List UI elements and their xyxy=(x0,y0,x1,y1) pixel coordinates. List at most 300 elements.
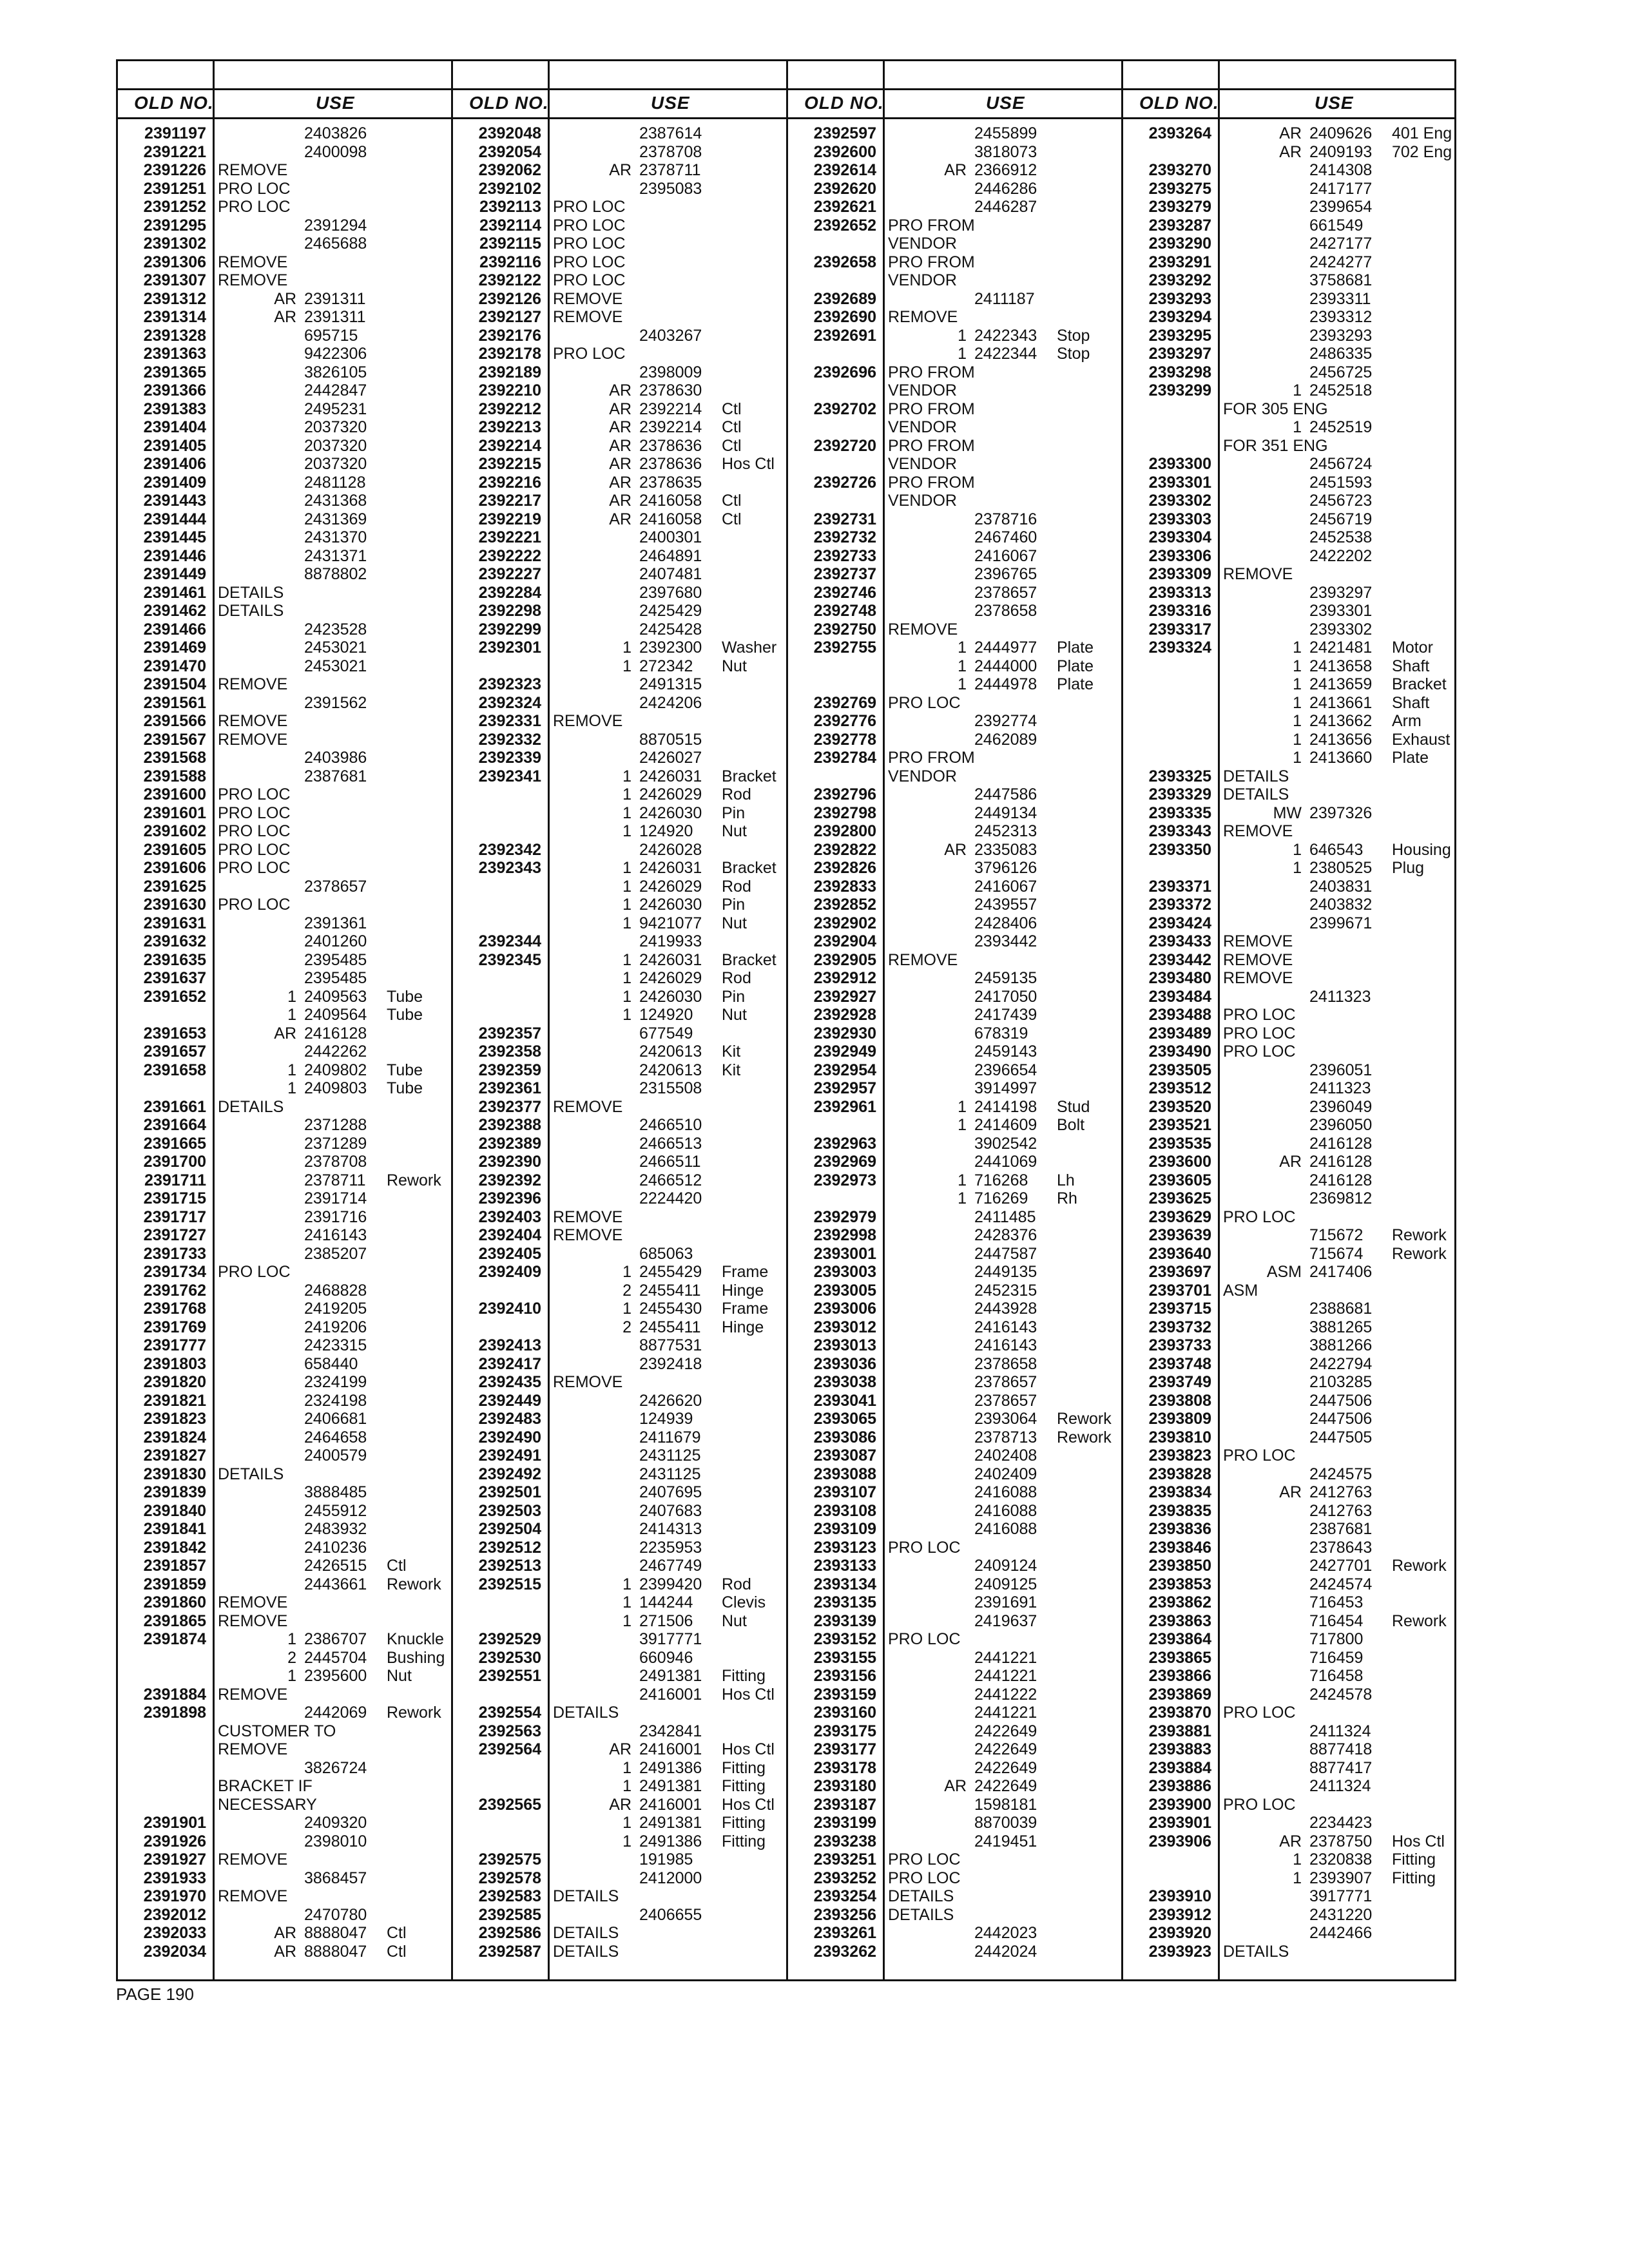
remark: REMOVE xyxy=(553,1097,623,1116)
use-number: 2412763 xyxy=(1309,1501,1373,1520)
table-row xyxy=(1121,785,1456,804)
old-number: 2391777 xyxy=(143,1336,206,1354)
old-number: 2392963 xyxy=(813,1134,876,1153)
table-row xyxy=(1121,1520,1456,1539)
use-number: 2424277 xyxy=(1309,253,1373,271)
old-number: 2393324 xyxy=(1148,639,1211,657)
old-number: 2391711 xyxy=(144,1171,206,1189)
divider-old-use-1 xyxy=(213,61,215,1981)
old-number: 2392323 xyxy=(478,675,541,693)
use-number: 2422649 xyxy=(974,1758,1037,1777)
table-row xyxy=(116,1024,451,1043)
use-number: 2423528 xyxy=(304,620,367,639)
use-number: 2392418 xyxy=(639,1354,702,1373)
use-number: 2402409 xyxy=(974,1465,1037,1483)
use-number: 2391562 xyxy=(304,693,367,712)
remark: REMOVE xyxy=(1223,969,1293,987)
old-number: 2393850 xyxy=(1148,1557,1211,1575)
old-number: 2391664 xyxy=(143,1116,206,1134)
old-number: 2392284 xyxy=(478,583,541,602)
table-row xyxy=(1121,1483,1456,1502)
table-row xyxy=(1121,1850,1456,1869)
quantity: AR xyxy=(609,510,631,528)
table-row xyxy=(786,1116,1121,1135)
use-number: 2395083 xyxy=(639,179,702,198)
table-row xyxy=(451,1649,786,1667)
quantity: 1 xyxy=(1293,675,1302,693)
old-number: 2392332 xyxy=(478,730,541,749)
table-row xyxy=(116,602,451,620)
table-row xyxy=(451,1850,786,1869)
table-row xyxy=(786,804,1121,823)
use-number: 2410236 xyxy=(304,1538,367,1557)
old-number: 2391251 xyxy=(143,179,206,198)
table-row xyxy=(451,161,786,180)
table-row xyxy=(786,1043,1121,1061)
table-row xyxy=(1121,657,1456,676)
old-number: 2393156 xyxy=(813,1667,876,1685)
quantity: AR xyxy=(1279,1483,1302,1501)
use-number: 658440 xyxy=(304,1354,358,1373)
remark: REMOVE xyxy=(553,1226,623,1244)
old-number: 2392720 xyxy=(813,436,876,455)
use-number: 716269 xyxy=(974,1189,1028,1207)
old-number: 2392413 xyxy=(478,1336,541,1354)
description: Hos Ctl xyxy=(722,455,775,473)
table-row xyxy=(451,859,786,878)
table-row xyxy=(1121,474,1456,492)
table-row xyxy=(451,1740,786,1759)
old-number: 2392343 xyxy=(478,859,541,877)
table-row xyxy=(116,327,451,345)
use-number: 2452313 xyxy=(974,822,1037,840)
old-number: 2393488 xyxy=(1148,1006,1211,1024)
use-number: 2424206 xyxy=(639,693,702,712)
table-row xyxy=(451,1557,786,1575)
old-number: 2391302 xyxy=(143,235,206,253)
use-number: 2422202 xyxy=(1309,546,1373,565)
old-number: 2391661 xyxy=(143,1097,206,1116)
table-row xyxy=(1121,1575,1456,1594)
old-number: 2391446 xyxy=(143,546,206,565)
table-row xyxy=(451,896,786,914)
table-row xyxy=(451,1832,786,1851)
use-number: 2426029 xyxy=(639,877,702,896)
old-number: 2391606 xyxy=(143,859,206,877)
use-number: 2428376 xyxy=(974,1226,1037,1244)
table-row xyxy=(451,1887,786,1906)
old-number: 2391840 xyxy=(143,1501,206,1520)
table-row xyxy=(451,455,786,474)
remark: PRO LOC xyxy=(218,822,291,840)
table-row xyxy=(1121,124,1456,143)
description: Ctl xyxy=(722,510,742,528)
old-number: 2391630 xyxy=(143,896,206,914)
table-row xyxy=(116,694,451,713)
old-number: 2393264 xyxy=(1148,124,1211,142)
use-number: 2409802 xyxy=(304,1061,367,1079)
table-row xyxy=(451,1079,786,1098)
use-number: 3881265 xyxy=(1309,1318,1373,1336)
use-number: 2495231 xyxy=(304,399,367,418)
header-use: USE xyxy=(651,93,690,113)
quantity: 1 xyxy=(1293,693,1302,712)
table-row xyxy=(116,932,451,951)
use-number: 3902542 xyxy=(974,1134,1037,1153)
use-number: 2420613 xyxy=(639,1043,702,1061)
use-number: 2396049 xyxy=(1309,1097,1373,1116)
description: Fitting xyxy=(722,1832,766,1850)
use-number: 2423315 xyxy=(304,1336,367,1354)
use-number: 2403832 xyxy=(1309,896,1373,914)
old-number: 2392435 xyxy=(478,1373,541,1391)
old-number: 2393521 xyxy=(1148,1116,1211,1134)
quantity: 1 xyxy=(622,767,631,785)
quantity: 1 xyxy=(287,1006,296,1024)
old-number: 2392491 xyxy=(478,1446,541,1465)
table-row xyxy=(451,1226,786,1245)
table-row xyxy=(116,675,451,694)
table-row xyxy=(451,253,786,272)
old-number: 2392227 xyxy=(478,565,541,583)
table-row xyxy=(786,1924,1121,1943)
description: Frame xyxy=(722,1263,769,1281)
quantity: 1 xyxy=(622,1263,631,1281)
table-row xyxy=(1121,271,1456,290)
header-old-no: OLD NO. xyxy=(1139,93,1219,113)
use-number: 3758681 xyxy=(1309,271,1373,289)
old-number: 2392417 xyxy=(478,1354,541,1373)
use-number: 716268 xyxy=(974,1171,1028,1189)
use-number: 716458 xyxy=(1309,1667,1364,1685)
old-number: 2393006 xyxy=(813,1300,876,1318)
quantity: 1 xyxy=(287,1667,296,1685)
table-row xyxy=(786,1887,1121,1906)
table-row xyxy=(786,235,1121,253)
table-row xyxy=(116,804,451,823)
old-number: 2393123 xyxy=(813,1538,876,1557)
quantity: 1 xyxy=(1293,1869,1302,1887)
old-number: 2392222 xyxy=(478,546,541,565)
old-number: 2393304 xyxy=(1148,528,1211,546)
table-row xyxy=(116,896,451,914)
old-number: 2392769 xyxy=(813,693,876,712)
use-number: 3868457 xyxy=(304,1869,367,1887)
old-number: 2393087 xyxy=(813,1446,876,1465)
use-number: 2395485 xyxy=(304,950,367,969)
use-number: 2396050 xyxy=(1309,1116,1373,1134)
quantity: 2 xyxy=(622,1318,631,1336)
table-row xyxy=(116,1777,451,1796)
remark: VENDOR xyxy=(888,455,957,473)
table-row xyxy=(116,528,451,547)
table-row xyxy=(1121,1446,1456,1465)
header-old-no: OLD NO. xyxy=(469,93,549,113)
quantity: 1 xyxy=(958,345,967,363)
remark: PRO LOC xyxy=(888,1630,961,1648)
use-number: 2426030 xyxy=(639,803,702,822)
table-row xyxy=(1121,1135,1456,1153)
table-row xyxy=(116,1869,451,1888)
remark: PRO LOC xyxy=(553,253,626,271)
table-row xyxy=(1121,1869,1456,1888)
old-number: 2392213 xyxy=(478,418,541,436)
use-number: 3818073 xyxy=(974,142,1037,161)
table-row xyxy=(1121,1887,1456,1906)
remark: DETAILS xyxy=(553,1887,619,1905)
use-number: 2431368 xyxy=(304,492,367,510)
use-number: 2406681 xyxy=(304,1410,367,1428)
old-number: 2393920 xyxy=(1148,1924,1211,1942)
quantity: 1 xyxy=(622,1777,631,1795)
old-number: 2393881 xyxy=(1148,1722,1211,1740)
old-number: 2393299 xyxy=(1148,381,1211,399)
table-row xyxy=(451,1906,786,1925)
quantity: 1 xyxy=(958,657,967,675)
remark: REMOVE xyxy=(888,308,958,326)
quantity: 1 xyxy=(287,1079,296,1097)
old-number: 2393809 xyxy=(1148,1410,1211,1428)
use-number: 2447587 xyxy=(974,1244,1037,1263)
table-row xyxy=(116,1263,451,1282)
old-number: 2393301 xyxy=(1148,473,1211,492)
use-number: 2393312 xyxy=(1309,308,1373,326)
old-number: 2392737 xyxy=(813,565,876,583)
old-number: 2393350 xyxy=(1148,840,1211,859)
old-number: 2393065 xyxy=(813,1410,876,1428)
use-number: 2342841 xyxy=(639,1722,702,1740)
use-number: 2416128 xyxy=(1309,1171,1373,1189)
use-number: 2416128 xyxy=(1309,1153,1373,1171)
table-row xyxy=(786,418,1121,437)
table-row xyxy=(451,1300,786,1318)
table-row xyxy=(116,969,451,988)
table-row xyxy=(116,1943,451,1961)
table-row xyxy=(116,1924,451,1943)
use-number: 2414198 xyxy=(974,1097,1037,1116)
table-row xyxy=(116,1116,451,1135)
use-number: 2417406 xyxy=(1309,1263,1373,1281)
old-number: 2393883 xyxy=(1148,1740,1211,1758)
table-row xyxy=(116,492,451,510)
old-number: 2392551 xyxy=(478,1667,541,1685)
description: Rod xyxy=(722,877,751,896)
use-number: 2452538 xyxy=(1309,528,1373,546)
table-row xyxy=(116,455,451,474)
table-row xyxy=(1121,914,1456,933)
use-number: 2464658 xyxy=(304,1428,367,1446)
table-row xyxy=(786,474,1121,492)
table-row xyxy=(116,1759,451,1778)
old-number: 2391443 xyxy=(143,492,206,510)
table-row xyxy=(116,1557,451,1575)
table-row xyxy=(451,1575,786,1594)
use-number: 2426031 xyxy=(639,859,702,877)
old-number: 2392115 xyxy=(479,235,541,253)
table-row xyxy=(786,914,1121,933)
use-number: 2431369 xyxy=(304,510,367,528)
old-number: 2392949 xyxy=(813,1043,876,1061)
table-row xyxy=(1121,988,1456,1006)
description: Stud xyxy=(1057,1097,1090,1116)
use-number: 2388681 xyxy=(1309,1300,1373,1318)
remark: PRO LOC xyxy=(888,1869,961,1887)
old-number: 2393088 xyxy=(813,1465,876,1483)
old-number: 2392587 xyxy=(478,1942,541,1961)
table-row xyxy=(1121,1502,1456,1521)
table-row xyxy=(786,437,1121,456)
old-number: 2393003 xyxy=(813,1263,876,1281)
old-number: 2391842 xyxy=(143,1538,206,1557)
old-number: 2392210 xyxy=(478,381,541,399)
old-number: 2392748 xyxy=(813,602,876,620)
table-row xyxy=(116,510,451,529)
old-number: 2393309 xyxy=(1148,565,1211,583)
old-number: 2392998 xyxy=(813,1226,876,1244)
use-number: 2409803 xyxy=(304,1079,367,1097)
table-row xyxy=(786,988,1121,1006)
use-number: 2400579 xyxy=(304,1446,367,1465)
table-row xyxy=(1121,400,1456,419)
remark: PRO LOC xyxy=(218,840,291,859)
remark: DETAILS xyxy=(553,1704,619,1722)
table-row xyxy=(786,657,1121,676)
table-row xyxy=(116,731,451,749)
table-row xyxy=(1121,1336,1456,1355)
use-number: 2378750 xyxy=(1309,1832,1373,1850)
table-row xyxy=(451,1759,786,1778)
table-row xyxy=(451,1869,786,1888)
description: Kit xyxy=(722,1043,741,1061)
quantity: 1 xyxy=(622,1611,631,1630)
old-number: 2392586 xyxy=(478,1924,541,1942)
use-number: 661549 xyxy=(1309,216,1364,235)
remark: PRO LOC xyxy=(1223,1207,1296,1226)
table-row xyxy=(786,1410,1121,1428)
use-number: 2455411 xyxy=(639,1281,701,1300)
use-number: 2411323 xyxy=(1309,987,1371,1006)
use-number: 2403826 xyxy=(304,124,367,142)
old-number: 2393297 xyxy=(1148,345,1211,363)
table-row xyxy=(451,822,786,841)
row-list xyxy=(786,124,1121,1961)
table-row xyxy=(786,731,1121,749)
table-row xyxy=(786,1483,1121,1502)
old-number: 2391635 xyxy=(143,950,206,969)
table-row xyxy=(786,1079,1121,1098)
description: Hos Ctl xyxy=(722,1685,775,1704)
old-number: 2391652 xyxy=(143,987,206,1006)
table-row xyxy=(451,841,786,860)
use-number: 2431371 xyxy=(304,546,367,565)
use-number: 2407683 xyxy=(639,1501,702,1520)
use-number: 2446287 xyxy=(974,198,1037,216)
use-number: 2391361 xyxy=(304,914,367,932)
old-number: 2393884 xyxy=(1148,1758,1211,1777)
old-number: 2391768 xyxy=(143,1300,206,1318)
table-row xyxy=(1121,1686,1456,1704)
use-number: 2037320 xyxy=(304,418,367,436)
table-row xyxy=(116,198,451,216)
old-number: 2391404 xyxy=(143,418,206,436)
remark: REMOVE xyxy=(218,712,288,730)
description: Hos Ctl xyxy=(722,1795,775,1814)
description: Kit xyxy=(722,1061,741,1079)
old-number: 2392176 xyxy=(478,326,541,345)
use-number: 2426029 xyxy=(639,785,702,803)
table-row xyxy=(451,969,786,988)
use-number: 124920 xyxy=(639,1006,693,1024)
use-number: 2426029 xyxy=(639,969,702,987)
use-number: 2409563 xyxy=(304,987,367,1006)
use-number: 2455899 xyxy=(974,124,1037,142)
quantity: 1 xyxy=(958,675,967,693)
old-number: 2392969 xyxy=(813,1153,876,1171)
remark: DETAILS xyxy=(218,1097,284,1116)
old-number: 2393178 xyxy=(813,1758,876,1777)
old-number: 2391588 xyxy=(143,767,206,785)
description: Hinge xyxy=(722,1318,764,1336)
table-row xyxy=(1121,1465,1456,1484)
old-number: 2392122 xyxy=(478,271,541,289)
old-number: 2393293 xyxy=(1148,289,1211,308)
table-row xyxy=(786,1245,1121,1264)
table-row xyxy=(1121,878,1456,896)
old-number: 2391898 xyxy=(143,1704,206,1722)
use-number: 2369812 xyxy=(1309,1189,1373,1207)
table-row xyxy=(1121,1906,1456,1925)
use-number: 2387614 xyxy=(639,124,702,142)
remark: REMOVE xyxy=(218,1887,288,1905)
table-row xyxy=(1121,1373,1456,1392)
quantity: 1 xyxy=(1293,639,1302,657)
use-number: 2491386 xyxy=(639,1832,702,1850)
row-list xyxy=(451,124,786,1961)
old-number: 2391658 xyxy=(143,1061,206,1079)
use-number: 2419451 xyxy=(974,1832,1037,1850)
use-number: 2037320 xyxy=(304,436,367,455)
description: Stop xyxy=(1057,326,1090,345)
description: Tube xyxy=(387,987,423,1006)
remark: VENDOR xyxy=(888,271,957,289)
old-number: 2392114 xyxy=(479,216,541,235)
use-number: 2385207 xyxy=(304,1244,367,1263)
quantity: AR xyxy=(609,436,631,455)
old-number: 2391632 xyxy=(143,932,206,950)
table-row xyxy=(786,455,1121,474)
table-row xyxy=(1121,639,1456,657)
quantity: 1 xyxy=(622,969,631,987)
old-number: 2393005 xyxy=(813,1281,876,1300)
old-number: 2391405 xyxy=(143,436,206,455)
table-row xyxy=(786,951,1121,970)
old-number: 2391625 xyxy=(143,877,206,896)
table-row xyxy=(786,785,1121,804)
table-row xyxy=(786,1171,1121,1190)
quantity: 1 xyxy=(622,877,631,896)
use-number: 2393293 xyxy=(1309,326,1373,345)
old-number: 2391827 xyxy=(143,1446,206,1465)
old-number: 2392652 xyxy=(813,216,876,235)
old-number: 2392126 xyxy=(478,289,541,308)
old-number: 2391865 xyxy=(143,1611,206,1630)
use-number: 3917771 xyxy=(1309,1887,1373,1905)
description: Plug xyxy=(1392,859,1425,877)
old-number: 2393180 xyxy=(813,1777,876,1795)
description: Ctl xyxy=(722,399,742,418)
table-row xyxy=(116,1850,451,1869)
table-row xyxy=(116,400,451,419)
